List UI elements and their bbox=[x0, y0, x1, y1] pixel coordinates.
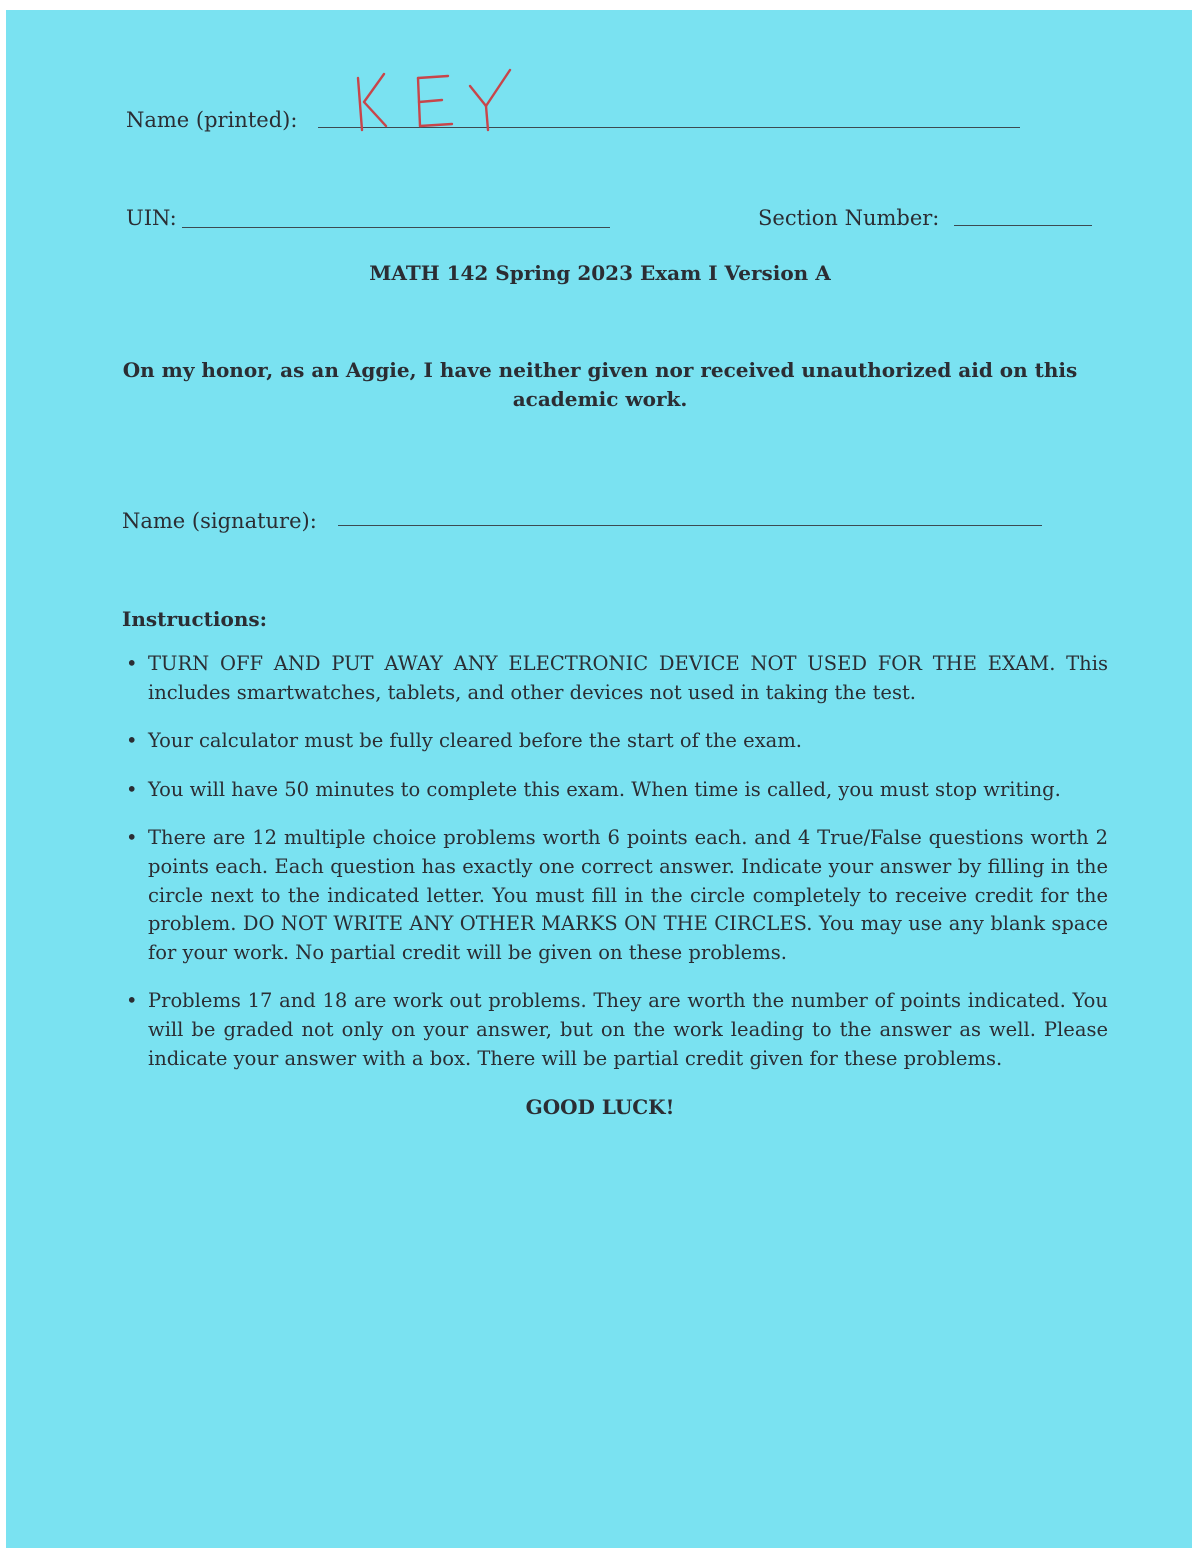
name-printed-handwriting bbox=[346, 64, 526, 136]
instruction-item: • You will have 50 minutes to complete this exam. When time is called, you must stop writing. bbox=[122, 776, 1108, 805]
uin-label: UIN: bbox=[126, 206, 177, 230]
instructions-list bbox=[122, 650, 1108, 1093]
uin-line bbox=[182, 227, 610, 228]
section-number-line bbox=[954, 225, 1092, 226]
instructions-title: Instructions: bbox=[122, 607, 268, 631]
instruction-item: • TURN OFF AND PUT AWAY ANY ELECTRONIC DEVICE NOT USED FOR THE EXAM. This includes smartwatches, tablets, and other devices not used in taking the test. bbox=[122, 650, 1108, 707]
instruction-item: • Problems 17 and 18 are work out problems. They are worth the number of points indicated. You will be graded not only on your answer, but on the work leading to the answer as well. Please indicate your answer with a box. There will be partial credit given for these problems. bbox=[122, 987, 1108, 1073]
exam-title: MATH 142 Spring 2023 Exam I Version A bbox=[369, 261, 831, 285]
signature-label: Name (signature): bbox=[122, 509, 317, 533]
signature-line bbox=[338, 525, 1042, 526]
good-luck: GOOD LUCK! bbox=[525, 1095, 675, 1119]
instruction-item: • There are 12 multiple choice problems worth 6 points each. and 4 True/False questions worth 2 points each. Each question has exactly one correct answer. Indicate your answer by filling in the circle next to the indicated letter. You must fill in the circle completely to receive credit for the problem. DO NOT WRITE ANY OTHER MARKS ON THE CIRCLES. You may use any blank space for your work. No partial credit will be given on these problems. bbox=[122, 824, 1108, 967]
honor-statement: On my honor, as an Aggie, I have neither given nor received unauthorized aid on this academic work. bbox=[122, 358, 1078, 411]
name-printed-label: Name (printed): bbox=[126, 108, 298, 132]
instruction-item: • Your calculator must be fully cleared before the start of the exam. bbox=[122, 727, 1108, 756]
section-number-label: Section Number: bbox=[758, 206, 940, 230]
